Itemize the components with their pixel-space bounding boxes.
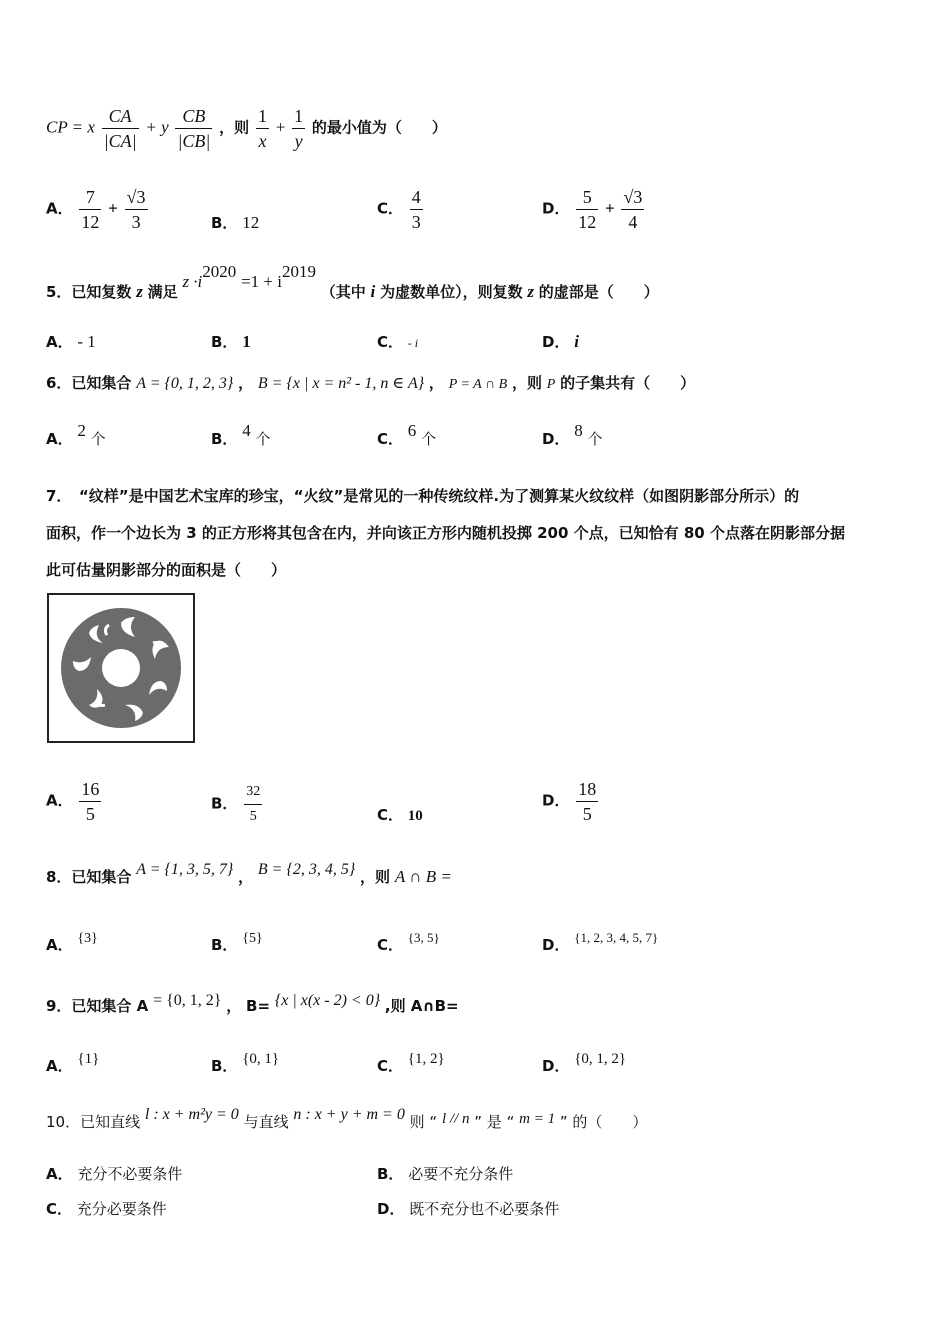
q8-option-b[interactable]: B． {5} <box>211 931 263 954</box>
q8-option-c[interactable]: C． {3, 5} <box>377 930 440 954</box>
q4-tail: 的最小值为（ ） <box>311 118 447 137</box>
q6-option-a[interactable]: A． 2 个 <box>46 421 106 448</box>
q4-option-d[interactable]: D． $\frac{5}{12}$ + $\frac{√3}{4}$ <box>542 187 643 232</box>
q7-option-d[interactable]: D． $\frac{18}{5}$ <box>542 779 597 824</box>
q10-option-a[interactable]: A． 充分不必要条件 <box>46 1165 183 1183</box>
q10-option-c[interactable]: C． 充分必要条件 <box>46 1200 167 1218</box>
q5-option-d[interactable]: D． i <box>542 332 579 351</box>
q4-stem: CP = x $\frac{CA}{|CA|}$ + y $\frac{CB}{|CB|}$ ，则 $\frac{1}{x}$ + $\frac{1}{y}$ 的最小值为（ ） <box>46 106 447 151</box>
q10-stem: 10．已知直线 l : x + m²y = 0 与直线 n : x + y + m = 0 则 “ l // n ” 是 “ m = 1 ” 的（ ） <box>46 1106 648 1131</box>
q5-option-c[interactable]: C． - i <box>377 333 419 351</box>
q6-stem: 6．已知集合 A = {0, 1, 2, 3} ， B = {x | x = n² - 1, n ∈ A} ， P = A ∩ B ，则 P 的子集共有（ ） <box>46 374 696 392</box>
q7-stem <box>46 478 906 589</box>
q4-option-c[interactable]: C． $\frac{4}{3}$ <box>377 187 421 232</box>
q4-option-b[interactable]: B． 12 <box>211 213 260 232</box>
q7-option-a[interactable]: A． $\frac{16}{5}$ <box>46 779 100 824</box>
q9-option-b[interactable]: B． {0, 1} <box>211 1051 280 1075</box>
q4-lhs: CP = x <box>46 117 95 137</box>
q10-option-b[interactable]: B． 必要不充分条件 <box>377 1165 514 1183</box>
q4-frac-1x: $\frac{1}{x}$ <box>257 106 267 151</box>
q8-option-d[interactable]: D． {1, 2, 3, 4, 5, 7} <box>542 930 659 954</box>
fire-pattern-icon <box>49 595 193 741</box>
q6-option-c[interactable]: C． 6 个 <box>377 421 437 448</box>
q10-option-d[interactable]: D． 既不充分也不必要条件 <box>377 1200 560 1218</box>
q5-option-b[interactable]: B． 1 <box>211 332 251 351</box>
q8-stem: 8．已知集合 A = {1, 3, 5, 7} ， B = {2, 3, 4, 5} ，则 A ∩ B = <box>46 861 452 886</box>
q4-option-a[interactable]: A． $\frac{7}{12}$ + $\frac{√3}{3}$ <box>46 187 146 232</box>
q4-frac-cb: $\frac{CB}{|CB|}$ <box>177 106 211 151</box>
q4-frac-ca: $\frac{CA}{|CA|}$ <box>103 106 137 151</box>
q4-frac-1y: $\frac{1}{y}$ <box>294 106 304 151</box>
q4-mid: ，则 <box>219 118 250 137</box>
q9-option-d[interactable]: D． {0, 1, 2} <box>542 1051 627 1075</box>
q5-stem: 5．已知复数 z 满足 $z \cdot i^{2020} =1 + i^{2019}$ （其中 i 为虚数单位），则复数 z 的虚部是（ ） <box>46 262 659 301</box>
q6-option-b[interactable]: B． 4 个 <box>211 421 271 448</box>
q9-stem: 9．已知集合 A = {0, 1, 2} ， B= {x | x(x - 2) < 0} ,则 A∩B= <box>46 992 459 1015</box>
q7-line-3: 此可估量阴影部分的面积是（ ） <box>46 561 287 579</box>
q7-line-1: 7． “纹样”是中国艺术宝库的珍宝，“火纹”是常见的一种传统纹样.为了测算某火纹纹样（如图阴影部分所示）的 <box>46 487 800 505</box>
q9-option-c[interactable]: C． {1, 2} <box>377 1051 445 1075</box>
q6-option-d[interactable]: D． 8 个 <box>542 421 603 448</box>
q7-option-c[interactable]: C． 10 <box>377 806 423 824</box>
q8-option-a[interactable]: A． {3} <box>46 931 98 954</box>
q7-option-b[interactable]: B． $\frac{32}{5}$ <box>211 780 264 829</box>
q7-line-2: 面积，作一个边长为 3 的正方形将其包含在内，并向该正方形内随机投掷 200 个点，已知恰有 80 个点落在阴影部分据 <box>46 524 845 542</box>
q5-option-a[interactable]: A． - 1 <box>46 332 96 351</box>
q9-option-a[interactable]: A． {1} <box>46 1051 100 1075</box>
q4-plus-y: + y <box>145 117 169 137</box>
fire-pattern-figure <box>47 593 195 743</box>
